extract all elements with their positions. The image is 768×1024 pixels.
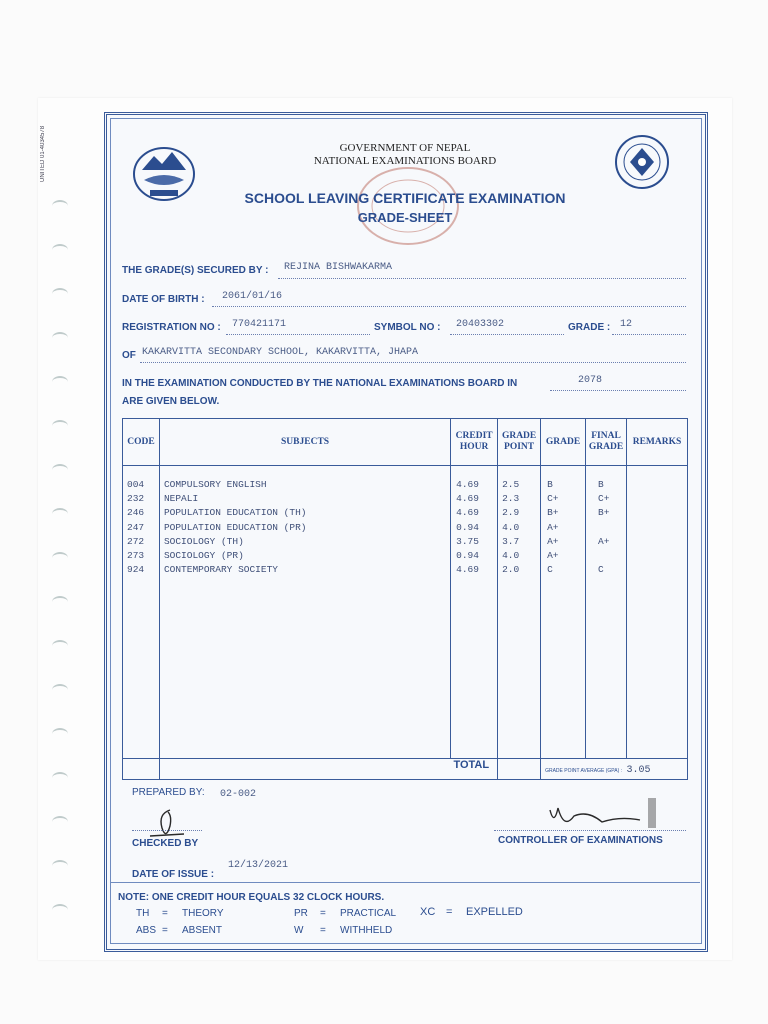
controller-signature-line <box>494 830 686 831</box>
table-cell-code: 246 <box>127 507 145 519</box>
table-cell-credit: 0.94 <box>456 549 479 561</box>
registration-value: 770421171 <box>232 319 287 330</box>
prepared-by-value: 02-002 <box>220 789 257 800</box>
total-row <box>123 759 688 780</box>
header-credit-hour: CREDIT HOUR <box>451 419 498 466</box>
prepared-by-label: PREPARED BY: <box>132 787 205 798</box>
header-grade-point: GRADE POINT <box>498 419 541 466</box>
board-seal-icon <box>610 128 674 192</box>
table-cell-gp: 2.5 <box>502 479 520 490</box>
grade-point-column <box>498 466 540 577</box>
issue-date-value: 12/13/2021 <box>228 860 289 871</box>
legend-withheld: W = WITHHELD <box>294 925 393 936</box>
table-cell-subject: COMPULSORY ENGLISH <box>163 479 267 490</box>
gpa-value: 3.05 <box>626 765 651 776</box>
checked-signature-line <box>132 830 202 831</box>
table-cell-gp: 4.0 <box>502 549 520 561</box>
legend-meaning: THEORY <box>182 908 224 919</box>
exam-year: 2078 <box>578 375 603 386</box>
legend-absent: ABS = ABSENT <box>136 925 223 936</box>
header-final-grade: FINAL GRADE <box>586 419 627 466</box>
checked-by-label: CHECKED BY <box>132 838 199 849</box>
table-cell-grade: A+ <box>547 521 559 533</box>
grade-sheet-title: GRADE-SHEET <box>357 210 453 225</box>
dotted-line <box>278 278 686 279</box>
table-cell-final: B <box>598 479 604 490</box>
legend-abbr: PR <box>294 908 308 919</box>
secured-by-label: THE GRADE(S) SECURED BY : <box>122 265 269 276</box>
gpa-label: GRADE POINT AVERAGE (GPA) : <box>545 768 623 774</box>
gpa-cell <box>541 759 688 780</box>
table-cell-subject: POPULATION EDUCATION (PR) <box>163 521 307 533</box>
table-cell-grade: A+ <box>547 549 559 561</box>
given-below-label: ARE GIVEN BELOW. <box>122 396 220 407</box>
table-body-row <box>123 466 688 759</box>
table-cell-credit: 4.69 <box>456 479 479 490</box>
remarks-column <box>627 466 688 759</box>
grade-column <box>541 466 585 577</box>
table-cell-code: 272 <box>127 535 145 547</box>
subject-column <box>160 466 450 577</box>
table-cell-subject: NEPALI <box>163 493 199 505</box>
final-grade-column <box>586 466 626 577</box>
board-heading: NATIONAL EXAMINATIONS BOARD <box>313 155 497 167</box>
table-cell-subject: CONTEMPORARY SOCIETY <box>163 564 278 576</box>
grade-value: 12 <box>620 319 633 330</box>
grades-table <box>122 418 688 780</box>
table-cell-grade: C <box>547 564 553 576</box>
registration-label: REGISTRATION NO : <box>122 322 221 333</box>
school-label: OF <box>122 350 136 361</box>
table-cell-credit: 4.69 <box>456 493 479 505</box>
header-remarks: REMARKS <box>627 419 688 466</box>
table-cell-final <box>598 549 626 563</box>
school-value: KAKARVITTA SECONDARY SCHOOL, KAKARVITTA, JHAPA <box>142 347 419 358</box>
dob-value: 2061/01/16 <box>222 291 283 302</box>
student-name: REJINA BISHWAKARMA <box>284 262 393 273</box>
dotted-line <box>550 390 686 391</box>
legend-meaning: EXPELLED <box>466 906 523 918</box>
credit-column <box>451 466 497 577</box>
controller-label: CONTROLLER OF EXAMINATIONS <box>498 835 663 846</box>
table-cell-grade: B+ <box>547 507 559 519</box>
table-cell-subject: SOCIOLOGY (PR) <box>163 549 244 561</box>
table-cell-code: 273 <box>127 549 145 561</box>
symbol-label: SYMBOL NO : <box>374 322 441 333</box>
header-subjects: SUBJECTS <box>159 419 450 466</box>
table-cell-code: 924 <box>127 564 145 576</box>
legend-abbr: ABS <box>136 925 157 936</box>
legend-meaning: WITHHELD <box>340 925 393 936</box>
dotted-line <box>612 334 686 335</box>
dotted-line <box>212 306 686 307</box>
legend-abbr: TH <box>136 908 150 919</box>
side-id-stamp: UNITED 01-4034578 <box>40 125 46 182</box>
table-cell-subject: POPULATION EDUCATION (TH) <box>163 507 307 519</box>
table-cell-grade: B <box>547 479 553 490</box>
legend-abbr: XC <box>420 906 436 918</box>
legend-meaning: ABSENT <box>182 925 223 936</box>
table-cell-grade: C+ <box>547 493 559 505</box>
exam-title: SCHOOL LEAVING CERTIFICATE EXAMINATION <box>244 190 566 206</box>
table-cell-final <box>598 521 626 535</box>
exam-statement-label: IN THE EXAMINATION CONDUCTED BY THE NATIONAL EXAMINATIONS BOARD IN <box>122 378 518 389</box>
binder-holes <box>52 200 76 940</box>
legend-practical: PR = PRACTICAL <box>294 908 397 919</box>
code-column <box>123 466 159 577</box>
credit-hour-note: NOTE: ONE CREDIT HOUR EQUALS 32 CLOCK HOURS. <box>118 892 385 903</box>
legend-meaning: PRACTICAL <box>340 908 397 919</box>
legend-theory: TH = THEORY <box>136 908 224 919</box>
table-cell-gp: 2.3 <box>502 493 520 505</box>
dotted-line <box>140 362 686 363</box>
government-heading: GOVERNMENT OF NEPAL <box>339 142 471 154</box>
table-cell-code: 247 <box>127 521 145 533</box>
total-label: TOTAL <box>159 759 497 780</box>
table-cell-gp: 3.7 <box>502 535 520 547</box>
legend-abbr: W <box>294 925 304 936</box>
header-code: CODE <box>123 419 160 466</box>
table-cell-final: C+ <box>598 493 610 505</box>
table-cell-grade: A+ <box>547 535 559 547</box>
table-cell-gp: 4.0 <box>502 521 520 533</box>
table-cell-gp: 2.0 <box>502 564 520 576</box>
issue-date-label: DATE OF ISSUE : <box>132 869 215 880</box>
table-cell-credit: 4.69 <box>456 507 479 519</box>
nepal-emblem-icon <box>128 140 200 204</box>
header-grade: GRADE <box>541 419 586 466</box>
legend-expelled: XC = EXPELLED <box>420 906 523 918</box>
table-cell-gp: 2.9 <box>502 507 520 519</box>
dotted-line <box>226 334 370 335</box>
table-cell-subject: SOCIOLOGY (TH) <box>163 535 244 547</box>
table-cell-credit: 0.94 <box>456 521 479 533</box>
table-cell-code: 232 <box>127 493 145 505</box>
table-cell-final: B+ <box>598 507 610 519</box>
dob-label: DATE OF BIRTH : <box>122 294 205 305</box>
table-header-row <box>123 419 688 466</box>
table-cell-final: A+ <box>598 535 610 547</box>
table-cell-code: 004 <box>127 479 145 490</box>
grade-label: GRADE : <box>568 322 611 333</box>
table-cell-credit: 4.69 <box>456 564 479 576</box>
table-cell-final: C <box>598 564 604 576</box>
symbol-value: 20403302 <box>456 319 505 330</box>
official-stamp-icon <box>346 164 462 250</box>
dotted-line <box>450 334 564 335</box>
table-cell-credit: 3.75 <box>456 535 479 547</box>
